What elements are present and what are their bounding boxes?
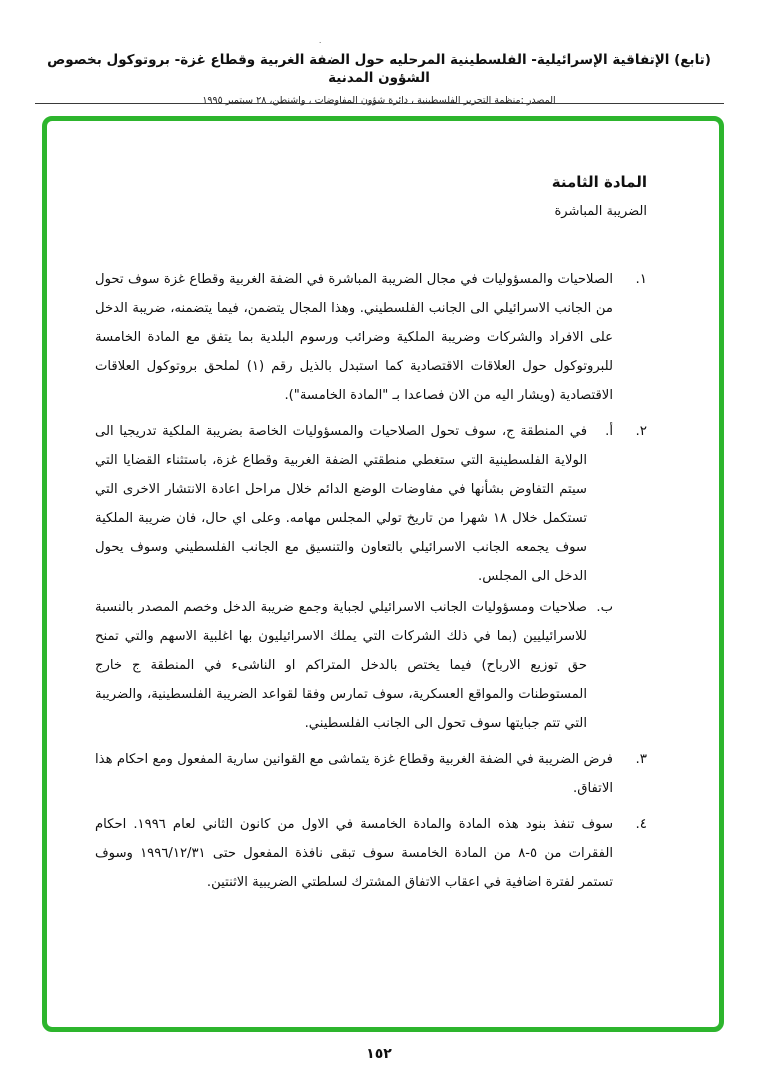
- sub-item-paragraph: صلاحيات ومسؤوليات الجانب الاسرائيلي لجباية وجمع ضريبة الدخل وخصم المصدر بالنسبة للاسرائيليين (بما في ذلك الشركات التي يملك الاسرائيليون بها اغلبية الاسهم والتي تمنح حق توزيع الارباح) فيما يختص بالدخل المتراكم او الناشىء في المنطقة ج خارج المستوطنات والمواقع العسكرية، سوف تمارس وفقا لقواعد الضريبة الفلسطينية، والضريبة التي تتم جبايتها سوف تحول الى الجانب الفلسطيني.: [95, 600, 587, 731]
- article-item-4: [95, 810, 647, 897]
- article-item-3: [95, 745, 647, 803]
- sub-item-a: [95, 417, 613, 591]
- sub-item-paragraph: في المنطقة ج، سوف تحول الصلاحيات والمسؤوليات الخاصة بضريبة الملكية تدريجيا الى الولاية الفلسطينية التي ستغطي منطقتي الضفة الغربية وقطاع غزة، باستثناء القضايا التي سيتم التفاوض بشأنها في مفاوضات الوضع الدائم خلال مراحل اعادة الانتشار الاخرى التي تستكمل خلال ١٨ شهرا من تاريخ تولي المجلس مهامه. وعلى اي حال، فان ضريبة الملكية سوف يجمعه الجانب الاسرائيلي بالتعاون والتنسيق مع الجانب الفلسطيني وسوف يحول الدخل الى المجلس.: [95, 424, 587, 584]
- content-frame: [42, 116, 724, 1032]
- sub-item-b: [95, 593, 613, 738]
- article-item-1: [95, 265, 647, 410]
- article-body: [95, 173, 647, 904]
- item-paragraph: الصلاحيات والمسؤوليات في مجال الضريبة المباشرة في الضفة الغربية وقطاع غزة سوف تحول من الجانب الاسرائيلي الى الجانب الفلسطيني. وهذا المجال يتضمن، فيما يتضمنه، ضريبة الدخل على الافراد والشركات وضريبة الملكية وضرائب ورسوم البلدية بما يتفق مع المادة الخامسة للبروتوكول حول العلاقات الاقتصادية كما استبدل بالذيل رقم (١) لملحق بروتوكول العلاقات الاقتصادية (ويشار اليه من الان فصاعدا بـ "المادة الخامسة").: [95, 272, 613, 403]
- page-number: ١٥٢: [366, 1046, 392, 1062]
- item-number: ٤.: [635, 816, 647, 832]
- sub-item-label: أ.: [605, 424, 613, 439]
- article-subheading: الضريبة المباشرة: [554, 204, 647, 219]
- scan-artifact-dot: ٠: [318, 38, 323, 47]
- item-number: ٣.: [635, 751, 647, 767]
- article-heading: المادة الثامنة: [551, 173, 647, 191]
- document-title: (تابع) الإتفاقية الإسرائيلية- الفلسطينية المرحليه حول الضفة الغربية وقطاع غزة- بروتوكول بخصوص الشؤون المدنية: [47, 52, 711, 86]
- document-header: [20, 52, 738, 106]
- item-paragraph: سوف تنفذ بنود هذه المادة والمادة الخامسة في الاول من كانون الثاني لعام ١٩٩٦. احكام الفقرات من ٥-٨ من المادة الخامسة سوف تبقى نافذة المفعول حتى ١٩٩٦/١٢/٣١ وسوف تستمر لفترة اضافية في اعقاب الاتفاق المشترك لسلطتي الضريبية الاثنتين.: [95, 817, 613, 890]
- item-number: ١.: [635, 271, 647, 287]
- article-item-2: [95, 417, 647, 738]
- document-source-line: المصدر :منظمة التحرير الفلسطينية ، دائرة شؤون المفاوضات ، واشنطن، ٢٨ سبتمبر ١٩٩٥: [202, 95, 556, 107]
- item-paragraph: فرض الضريبة في الضفة الغربية وقطاع غزة يتماشى مع القوانين سارية المفعول ومع احكام هذا الاتفاق.: [95, 752, 613, 796]
- item-number: ٢.: [635, 423, 647, 439]
- header-divider: [35, 103, 724, 104]
- sub-item-label: ب.: [596, 600, 613, 615]
